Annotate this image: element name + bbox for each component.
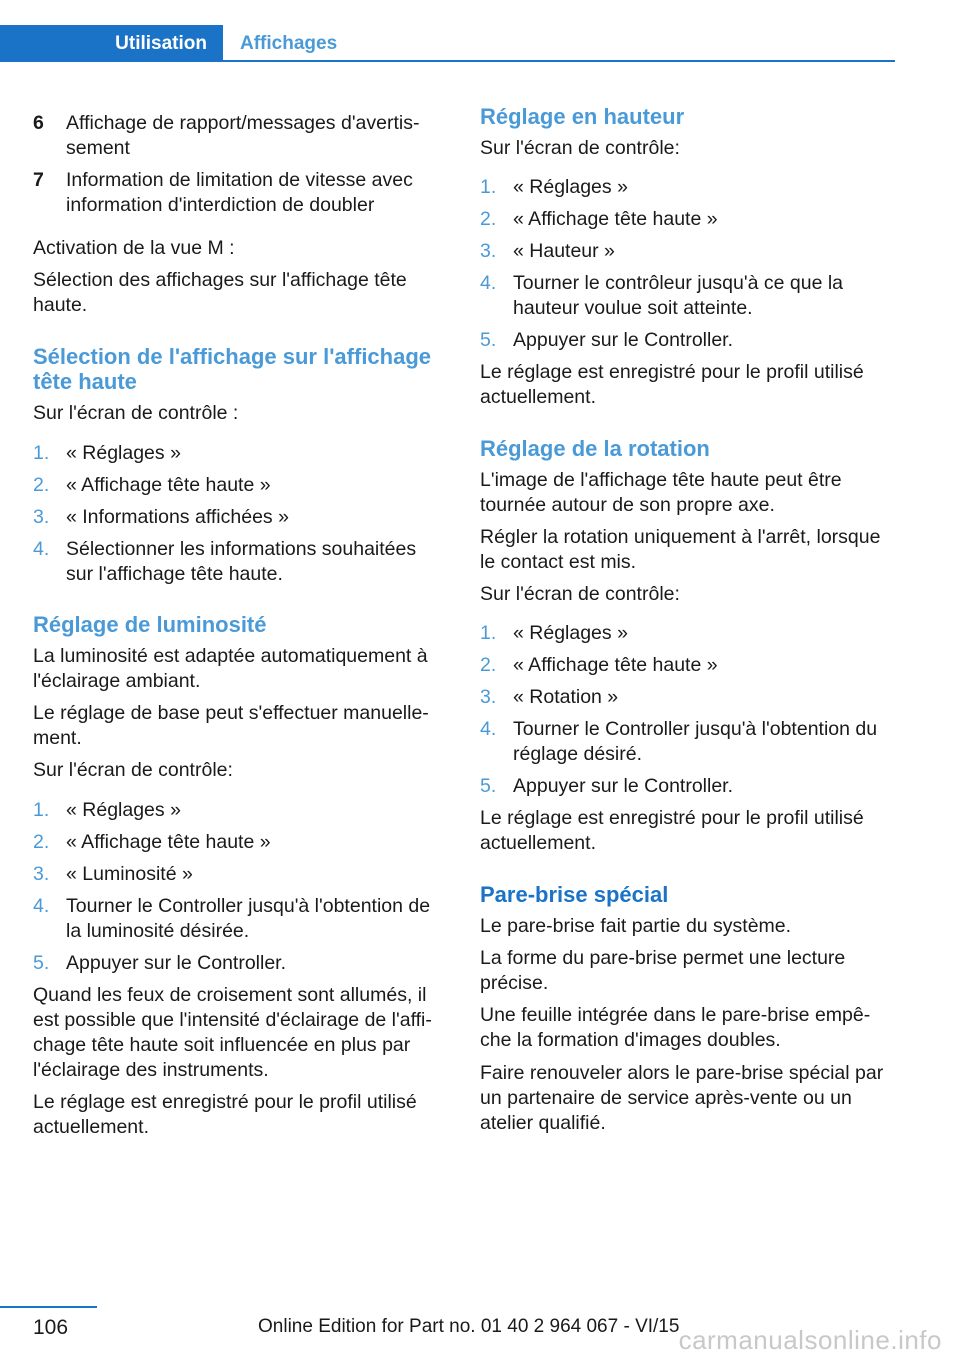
step-number: 2. xyxy=(480,654,497,676)
step-number: 1. xyxy=(480,622,497,644)
step-number: 1. xyxy=(33,799,50,821)
step-number: 3. xyxy=(480,686,497,708)
step-text: Tourner le contrôleur jusqu'à ce que la hauteur voulue soit atteinte. xyxy=(513,272,844,319)
step-text: « Hauteur » xyxy=(513,240,615,262)
section-heading: Sélection de l'affichage sur l'affichage tête haute xyxy=(33,344,432,394)
step-number: 2. xyxy=(33,474,50,496)
paragraph: Quand les feux de croisement sont allumés, il est possible que l'intensité d'éclairage de l'affi- chage tête haute soit influencée en plus par l'éclairage des instruments. xyxy=(33,984,432,1081)
step-number: 5. xyxy=(480,775,497,797)
legend-number: 7 xyxy=(33,169,44,191)
legend-text: Information de limitation de vitesse avec information d'interdiction de doubler xyxy=(66,169,413,216)
tab-affichages[interactable]: Affichages xyxy=(240,32,338,54)
step-text: « Affichage tête haute » xyxy=(66,831,271,853)
paragraph: Sélection des affichages sur l'affichage tête haute. xyxy=(33,269,407,316)
step-number: 4. xyxy=(480,272,497,294)
step-number: 1. xyxy=(480,176,497,198)
step-text: Sélectionner les informations souhaitées sur l'affichage tête haute. xyxy=(66,538,417,585)
step-number: 3. xyxy=(33,506,50,528)
paragraph: Le réglage de base peut s'effectuer manuelle- ment. xyxy=(33,702,429,749)
footer-divider xyxy=(0,1306,97,1308)
paragraph: Une feuille intégrée dans le pare-brise empê- che la formation d'images doubles. xyxy=(480,1004,871,1051)
paragraph: La forme du pare-brise permet une lecture précise. xyxy=(480,947,846,994)
step-number: 5. xyxy=(480,329,497,351)
tab-utilisation[interactable]: Utilisation xyxy=(0,25,223,62)
step-text: « Informations affichées » xyxy=(66,506,289,528)
legend-text: Affichage de rapport/messages d'avertis- sement xyxy=(66,112,420,159)
step-text: « Réglages » xyxy=(513,622,628,644)
paragraph: Le pare-brise fait partie du système. xyxy=(480,915,792,937)
edition-info: Online Edition for Part no. 01 40 2 964 067 - VI/15 xyxy=(258,1316,680,1337)
paragraph: La luminosité est adaptée automatiquement à l'éclairage ambiant. xyxy=(33,645,428,692)
step-text: Appuyer sur le Controller. xyxy=(66,952,287,974)
section-heading: Réglage de la rotation xyxy=(480,436,710,461)
legend-number: 6 xyxy=(33,112,44,134)
watermark: carmanualsonline.info xyxy=(678,1325,942,1355)
step-text: Appuyer sur le Controller. xyxy=(513,329,734,351)
paragraph: Régler la rotation uniquement à l'arrêt, lorsque le contact est mis. xyxy=(480,526,881,573)
step-text: Appuyer sur le Controller. xyxy=(513,775,734,797)
step-number: 3. xyxy=(33,863,50,885)
step-text: « Réglages » xyxy=(66,442,181,464)
step-text: « Réglages » xyxy=(66,799,181,821)
paragraph: Sur l'écran de contrôle : xyxy=(33,402,239,424)
paragraph: Sur l'écran de contrôle: xyxy=(480,137,680,159)
step-text: Tourner le Controller jusqu'à l'obtention du réglage désiré. xyxy=(513,718,878,765)
chapter-tabs xyxy=(0,25,895,62)
step-text: « Affichage tête haute » xyxy=(513,208,718,230)
step-number: 4. xyxy=(33,895,50,917)
step-text: Tourner le Controller jusqu'à l'obtention de la luminosité désirée. xyxy=(66,895,431,942)
paragraph: Le réglage est enregistré pour le profil utilisé actuellement. xyxy=(33,1091,417,1138)
section-heading: Réglage de luminosité xyxy=(33,612,267,637)
paragraph: Activation de la vue M : xyxy=(33,237,235,259)
step-number: 1. xyxy=(33,442,50,464)
step-number: 3. xyxy=(480,240,497,262)
section-heading: Pare-brise spécial xyxy=(480,882,669,907)
paragraph: Le réglage est enregistré pour le profil utilisé actuellement. xyxy=(480,361,864,408)
paragraph: Faire renouveler alors le pare-brise spécial par un partenaire de service après-vente ou un atelier qualifié. xyxy=(480,1062,884,1134)
step-text: « Affichage tête haute » xyxy=(513,654,718,676)
step-text: « Affichage tête haute » xyxy=(66,474,271,496)
paragraph: Le réglage est enregistré pour le profil utilisé actuellement. xyxy=(480,807,864,854)
section-heading: Réglage en hauteur xyxy=(480,104,685,129)
paragraph: Sur l'écran de contrôle: xyxy=(480,583,680,605)
step-text: « Réglages » xyxy=(513,176,628,198)
paragraph: Sur l'écran de contrôle: xyxy=(33,759,233,781)
step-number: 4. xyxy=(480,718,497,740)
step-text: « Luminosité » xyxy=(66,863,193,885)
step-number: 4. xyxy=(33,538,50,560)
step-text: « Rotation » xyxy=(513,686,619,708)
step-number: 2. xyxy=(480,208,497,230)
step-number: 5. xyxy=(33,952,50,974)
page-number: 106 xyxy=(33,1316,69,1339)
step-number: 2. xyxy=(33,831,50,853)
paragraph: L'image de l'affichage tête haute peut être tournée autour de son propre axe. xyxy=(480,469,842,516)
